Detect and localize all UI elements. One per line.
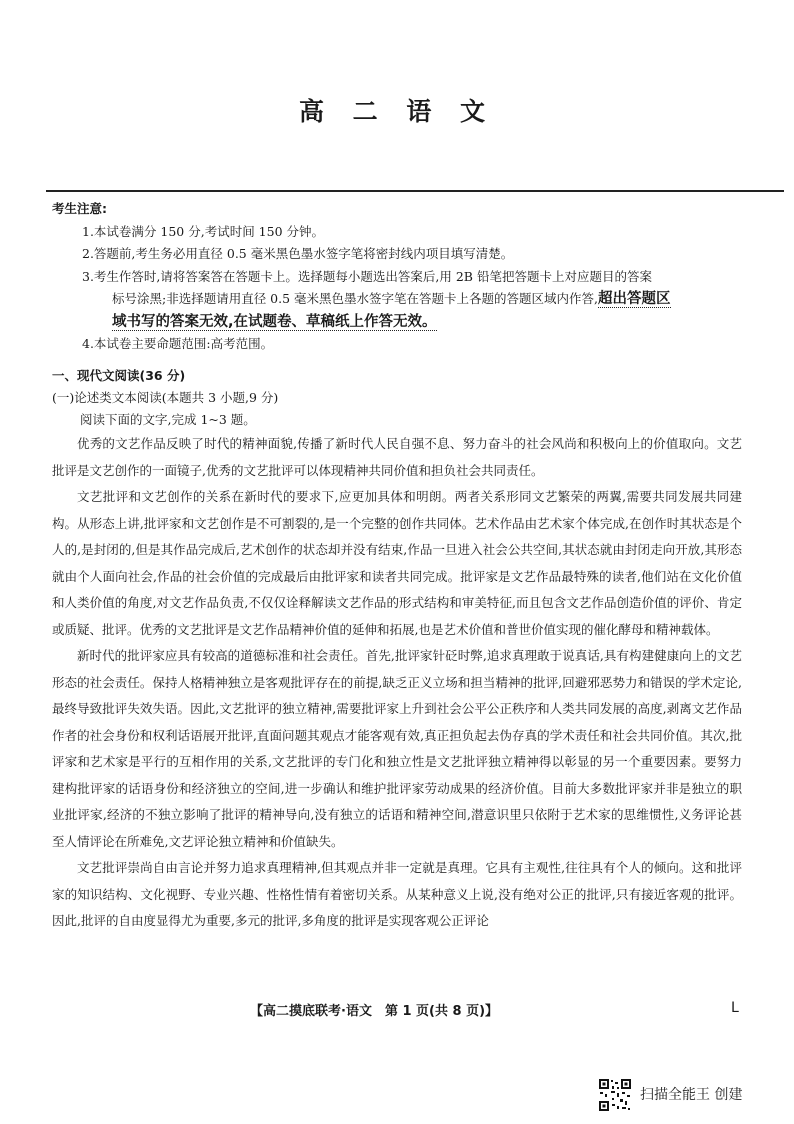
notice-item-continuation bbox=[52, 288, 752, 311]
footer-code: L bbox=[731, 1000, 739, 1016]
page-footer: 【高二摸底联考·语文 第 1 页(共 8 页)】 bbox=[250, 1004, 499, 1019]
notice-item: 1.本试卷满分 150 分,考试时间 150 分钟。 bbox=[82, 223, 325, 239]
passage-paragraph: 文艺批评崇尚自由言论并努力追求真理精神,但其观点并非一定就是真理。它具有主观性,往往具有个人的倾向。这和批评家的知识结构、文化视野、专业兴趣、性格性情有着密切关系。从某种意义上说,没有绝对公正的批评,只有接近客观的批评。因此,批评的自由度显得尤为重要,多元的批评,多角度的批评是实现客观公正评论 bbox=[52, 860, 742, 928]
reading-instruction: 阅读下面的文字,完成 1~3 题。 bbox=[80, 412, 256, 427]
notice-emphasis: 域书写的答案无效,在试题卷、草稿纸上作答无效。 bbox=[112, 313, 437, 330]
section-heading: 一、现代文阅读(36 分) bbox=[52, 368, 186, 383]
passage-paragraph: 文艺批评和文艺创作的关系在新时代的要求下,应更加具体和明朗。两者关系形同文艺繁荣的两翼,需要共同发展共同建构。从形态上讲,批评家和文艺创作是不可割裂的,是一个完整的创作共同体。艺术作品由艺术家个体完成,在创作时其状态是个人的,是封闭的,但是其作品完成后,艺术创作的状态却并没有结束,作品一旦进入社会公共空间,其状态就由封闭走向开放,其形态就由个人面向社会,作品的社会价值的完成最后由批评家和读者共同完成。批评家是文艺作品最特殊的读者,他们站在文化价值和人类价值的角度,对文艺作品负责,不仅仅诠释解读文艺作品的形式结构和审美特征,而且包含文艺作品创造价值的评价、肯定或质疑、批评。优秀的文艺批评是文艺作品精神价值的延伸和拓展,也是艺术价值和普世价值实现的催化酵母和精神载体。 bbox=[52, 489, 742, 637]
subsection-heading: (一)论述类文本阅读(本题共 3 小题,9 分) bbox=[52, 390, 279, 405]
notice-emphasis: 超出答题区 bbox=[598, 291, 671, 307]
notice-heading: 考生注意: bbox=[52, 201, 107, 216]
notice-item-continuation bbox=[52, 311, 752, 334]
candidate-notice bbox=[52, 198, 752, 356]
page-title: 高 二 语 文 bbox=[298, 97, 496, 126]
passage-paragraph: 优秀的文艺作品反映了时代的精神面貌,传播了新时代人民自强不息、努力奋斗的社会风尚和积极向上的价值取向。文艺批评是文艺创作的一面镜子,优秀的文艺批评可以体现精神共同价值和担负社会共同责任。 bbox=[52, 436, 742, 478]
notice-item-text: 标号涂黑;非选择题请用直径 0.5 毫米黑色墨水签字笔在答题卡上各题的答题区域内作答, bbox=[112, 291, 599, 306]
qr-code-icon bbox=[598, 1078, 632, 1112]
notice-item: 3.考生作答时,请将答案答在答题卡上。选择题每小题选出答案后,用 2B 铅笔把答题卡上对应题目的答案 bbox=[82, 268, 652, 284]
notice-item: 2.答题前,考生务必用直径 0.5 毫米黑色墨水签字笔将密封线内项目填写清楚。 bbox=[82, 246, 514, 261]
reading-section bbox=[52, 365, 742, 935]
notice-item: 4.本试卷主要命题范围:高考范围。 bbox=[82, 336, 274, 351]
passage-paragraph: 新时代的批评家应具有较高的道德标准和社会责任。首先,批评家针砭时弊,追求真理敢于说真话,具有构建健康向上的文艺形态的社会责任。保持人格精神独立是客观批评存在的前提,缺乏正义立场和担当精神的批评,回避邪恶势力和错误的学术定论,最终导致批评失效失语。因此,文艺批评的独立精神,需要批评家上升到社会公平公正秩序和人类共同发展的高度,剥离文艺作品作者的社会身份和权利话语展开批评,直面问题其观点才能客观有效,真正担负起去伪存真的学术责任和社会共同价值。其次,批评家和艺术家是平行的互相作用的关系,文艺批评的专门化和独立性是文艺批评独立精神得以彰显的另一个重要因素。要努力建构批评家的话语身份和经济独立的空间,进一步确认和维护批评家劳动成果的经济价值。目前大多数批评家并非是独立的职业批评家,经济的不独立影响了批评的精神导向,没有独立的话语和精神空间,潜意识里只依附于艺术家的思维惯性,义务评论甚至人情评论在所难免,文艺评论独立精神和价值缺失。 bbox=[52, 648, 742, 849]
scanner-watermark: 扫描全能王 创建 bbox=[640, 1087, 743, 1103]
header-divider bbox=[46, 190, 784, 192]
